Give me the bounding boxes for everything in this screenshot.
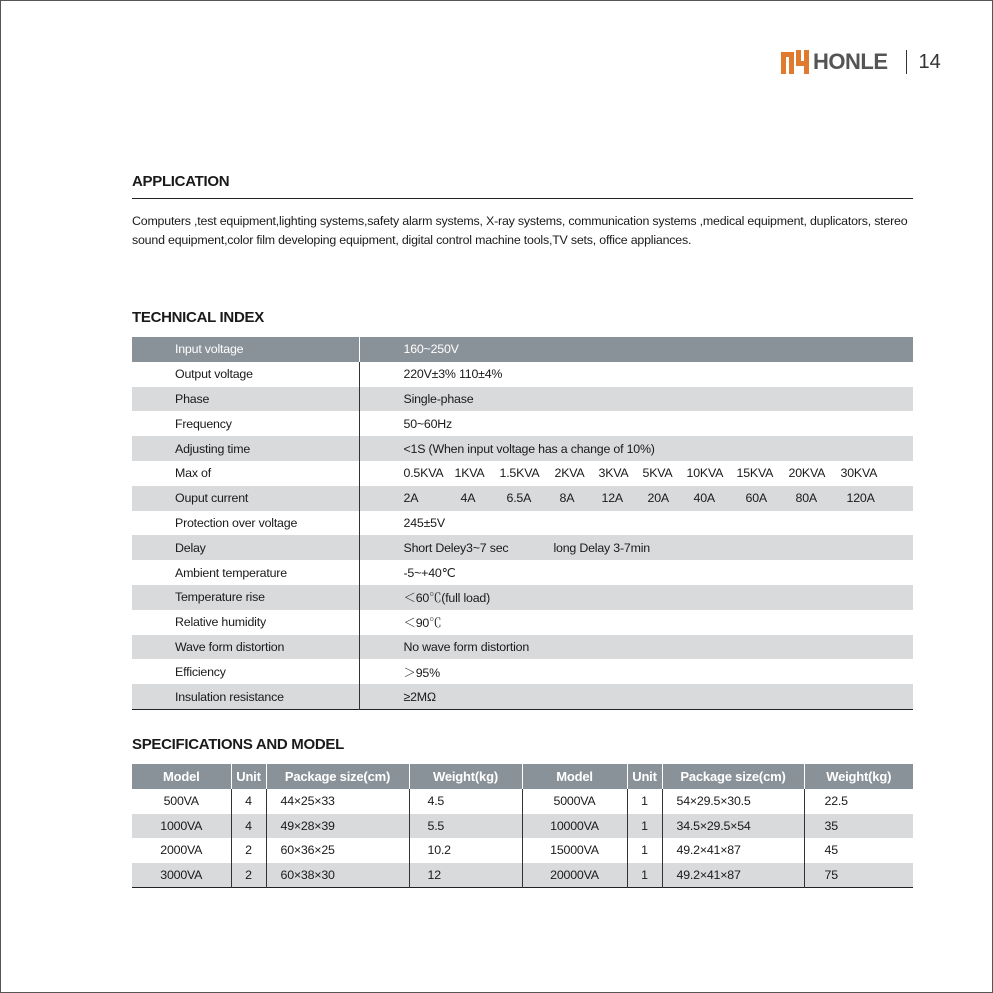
row-value: 245±5V (403, 515, 445, 530)
delay-short: Short Deley3~7 sec (403, 540, 509, 555)
row-value: ＜60℃(full load) (359, 585, 913, 610)
table-header-row (132, 764, 913, 789)
package-size-cell: 44×25×33 (266, 789, 409, 814)
row-value (359, 461, 913, 486)
row-label: Wave form distortion (132, 635, 359, 660)
table-row (132, 838, 913, 863)
brand-header (780, 47, 941, 77)
package-size-cell: 49.2×41×87 (662, 863, 804, 888)
current-value: 2A (403, 491, 419, 506)
row-value: -5~+40℃ (403, 566, 456, 581)
model-cell: 2000VA (132, 838, 231, 863)
package-size-cell: 34.5×29.5×54 (662, 814, 804, 839)
unit-cell: 1 (627, 789, 662, 814)
model-cell: 3000VA (132, 863, 231, 888)
table-row (132, 684, 913, 709)
current-value: 80A (795, 491, 817, 506)
current-value: 8A (559, 491, 575, 506)
row-value: <1S (When input voltage has a change of 10%) (359, 436, 913, 461)
current-value: 120A (846, 491, 875, 506)
row-label: Relative humidity (132, 610, 359, 635)
row-value: No wave form distortion (359, 635, 913, 660)
weight-cell: 45 (824, 843, 838, 858)
current-value: 4A (460, 491, 476, 506)
row-value: 160~250V (359, 337, 913, 362)
package-size-cell: 49.2×41×87 (662, 838, 804, 863)
package-size-cell: 54×29.5×30.5 (662, 789, 804, 814)
capacity-value: 3KVA (598, 466, 629, 481)
weight-cell: 12 (409, 863, 522, 888)
table-row (132, 814, 913, 839)
col-header-package-size: Package size(cm) (662, 764, 804, 789)
current-value: 40A (693, 491, 715, 506)
package-size-cell: 49×28×39 (266, 814, 409, 839)
table-row (132, 585, 913, 610)
technical-index-table (132, 337, 913, 710)
model-cell: 20000VA (522, 863, 627, 888)
col-header-weight: Weight(kg) (409, 764, 522, 789)
row-label: Delay (132, 535, 359, 560)
row-value: ≥2MΩ (359, 684, 913, 709)
unit-cell: 1 (627, 814, 662, 839)
capacity-value: 20KVA (788, 466, 826, 481)
row-value: 50~60Hz (403, 416, 453, 431)
model-cell: 1000VA (132, 814, 231, 839)
col-header-unit: Unit (627, 764, 662, 789)
row-label: Phase (132, 387, 359, 412)
row-value: ＞95% (403, 665, 440, 680)
capacity-value: 5KVA (642, 466, 673, 481)
row-value: 220V±3% 110±4% (403, 367, 503, 382)
weight-cell: 75 (804, 863, 913, 888)
row-label: Ambient temperature (132, 560, 359, 585)
specifications-heading: SPECIFICATIONS AND MODEL (132, 736, 344, 753)
table-row (132, 337, 913, 362)
current-value: 12A (601, 491, 623, 506)
table-row (132, 560, 913, 585)
table-row (132, 863, 913, 888)
col-header-weight: Weight(kg) (804, 764, 913, 789)
row-value (359, 535, 913, 560)
table-row (132, 486, 913, 511)
application-text: Computers ,test equipment,lighting systems,safety alarm systems, X-ray systems, communication systems ,medical equipment, duplicators, stereo sound equipment,color film developing equipment, digital control machine tools,TV sets, office appliances. (132, 214, 908, 247)
table-row (132, 610, 913, 635)
table-row (132, 535, 913, 560)
row-label: Output voltage (132, 362, 359, 387)
col-header-model: Model (522, 764, 627, 789)
row-label: Temperature rise (132, 585, 359, 610)
table-row (132, 511, 913, 536)
brand-name: HONLE (813, 49, 888, 74)
unit-cell: 2 (231, 863, 266, 888)
weight-cell: 10.2 (409, 838, 522, 863)
row-label: Protection over voltage (132, 511, 359, 536)
table-row (132, 635, 913, 660)
row-label: Ouput current (132, 486, 359, 511)
table-row (132, 659, 913, 684)
capacity-value: 10KVA (686, 466, 724, 481)
capacity-value: 0.5KVA (403, 466, 444, 481)
capacity-value: 30KVA (840, 466, 878, 481)
delay-long: long Delay 3-7min (553, 540, 650, 555)
row-label: Insulation resistance (132, 684, 359, 709)
weight-cell: 22.5 (824, 794, 848, 809)
row-value: Single-phase (359, 387, 913, 412)
honle-logo-icon (780, 48, 810, 76)
model-cell: 15000VA (522, 838, 627, 863)
current-value: 60A (745, 491, 767, 506)
col-header-package-size: Package size(cm) (266, 764, 409, 789)
application-rule (132, 198, 913, 199)
table-row (132, 411, 913, 436)
row-label: Adjusting time (132, 436, 359, 461)
model-cell: 500VA (132, 789, 231, 814)
capacity-value: 15KVA (736, 466, 774, 481)
unit-cell: 1 (627, 863, 662, 888)
capacity-value: 2KVA (554, 466, 585, 481)
header-divider (906, 50, 907, 74)
technical-index-heading: TECHNICAL INDEX (132, 309, 264, 326)
specifications-table (132, 764, 913, 888)
unit-cell: 4 (231, 789, 266, 814)
table-row (132, 362, 913, 387)
capacity-value: 1KVA (454, 466, 485, 481)
weight-cell: 4.5 (409, 789, 522, 814)
table-row (132, 789, 913, 814)
unit-cell: 2 (231, 838, 266, 863)
col-header-unit: Unit (231, 764, 266, 789)
table-row (132, 387, 913, 412)
row-label: Efficiency (132, 659, 359, 684)
model-cell: 10000VA (522, 814, 627, 839)
unit-cell: 4 (231, 814, 266, 839)
table-row (132, 461, 913, 486)
model-cell: 5000VA (522, 789, 627, 814)
current-value: 20A (647, 491, 669, 506)
row-label: Input voltage (132, 337, 359, 362)
current-value: 6.5A (506, 491, 532, 506)
row-label: Max of (132, 461, 359, 486)
row-value (359, 486, 913, 511)
capacity-value: 1.5KVA (499, 466, 540, 481)
col-header-model: Model (132, 764, 231, 789)
application-heading: APPLICATION (132, 173, 230, 190)
weight-cell: 5.5 (409, 814, 522, 839)
page-number: 14 (918, 50, 941, 73)
package-size-cell: 60×38×30 (266, 863, 409, 888)
row-label: Frequency (132, 411, 359, 436)
table-row (132, 436, 913, 461)
package-size-cell: 60×36×25 (266, 838, 409, 863)
row-value: ＜90℃ (403, 616, 442, 631)
weight-cell: 35 (804, 814, 913, 839)
unit-cell: 1 (627, 838, 662, 863)
